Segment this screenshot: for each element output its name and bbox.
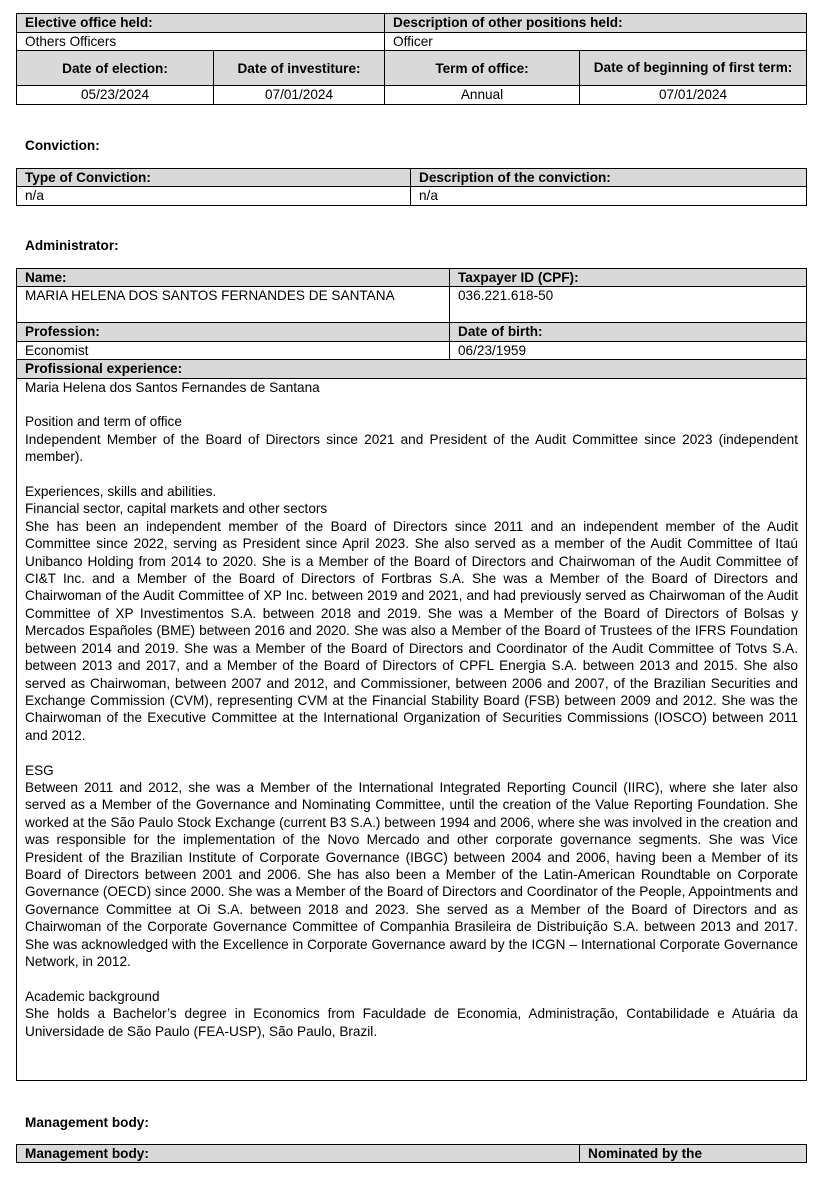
exp-name: Maria Helena dos Santos Fernandes de Santana — [25, 379, 320, 395]
term-of-office-label: Term of office: — [385, 51, 580, 86]
profession-label: Profession: — [17, 323, 450, 341]
first-term-date-value: 07/01/2024 — [580, 86, 807, 104]
experience-label: Profissional experience: — [17, 360, 807, 378]
elective-office-table — [16, 13, 807, 105]
experience-body — [17, 378, 807, 1080]
conviction-heading: Conviction: — [25, 138, 100, 153]
exp-skills-subtitle: Financial sector, capital markets and other sectors — [25, 501, 328, 517]
name-label: Name: — [17, 269, 450, 287]
name-value: MARIA HELENA DOS SANTOS FERNANDES DE SANTANA — [17, 287, 450, 323]
exp-esg-title: ESG — [25, 762, 54, 778]
election-date-label: Date of election: — [17, 51, 214, 86]
exp-position-text: Independent Member of the Board of Directors since 2021 and President of the Audit Committee since 2023 (independent member). — [25, 431, 798, 465]
management-table — [16, 1144, 807, 1163]
cpf-value: 036.221.618-50 — [450, 287, 807, 323]
investiture-date-value: 07/01/2024 — [214, 86, 385, 104]
administrator-heading: Administrator: — [25, 238, 119, 253]
dob-label: Date of birth: — [450, 323, 807, 341]
exp-skills-title: Experiences, skills and abilities. — [25, 484, 217, 500]
profession-value: Economist — [17, 341, 450, 359]
nominated-by-label: Nominated by the — [580, 1145, 807, 1163]
exp-academic-text: She holds a Bachelor’s degree in Economics from Faculdade de Economia, Administração, Contabilidade e Atuária da Universidade de São Paulo (FEA-USP), São Paulo, Brazil. — [25, 1006, 798, 1039]
elective-office-value: Others Officers — [17, 33, 385, 51]
other-positions-value: Officer — [385, 33, 807, 51]
exp-skills-text: She has been an independent member of the Board of Directors since 2011 and an independent member of the Audit Committee since 2022, serving as President since April 2023. She also served as a member of the Audit Committee of Itaú Unibanco Holding from 2014 to 2020. She is a Member of the Board of Directors and Chairwoman of the Audit Committee of CI&T Inc. and a Member of the Board of Directors of Fortbras S.A. She was a Member of the Board of Directors and Chairwoman of the Audit Committee of XP Inc. between 2019 and 2021, and had previously served as Chairwoman of the Audit Committee of XP Investimentos S.A. between 2018 and 2019. She was a Member of the Board of Directors of Bolsas y Mercados Españoles (BME) between 2016 and 2020. She was also a Member of the Board of Trustees of the IFRS Foundation between 2014 and 2019. She was a Member of the Board of Directors and Coordinator of the Audit Committee of Totvs S.A. between 2013 and 2017, and a Member of the Board of Directors of CPFL Energia S.A. between 2013 and 2015. She also served as Chairwoman, between 2007 and 2012, and Commissioner, between 2006 and 2007, of the Brazilian Securities and Exchange Commission (CVM), representing CVM at the Financial Stability Board (FSB) between 2009 and 2012. She was the Chairwoman of the Executive Committee at the International Organization of Securities Commissions (IOSCO) between 2011 and 2012. — [25, 518, 798, 743]
dob-value: 06/23/1959 — [450, 341, 807, 359]
conviction-desc-value: n/a — [411, 187, 807, 205]
conviction-type-value: n/a — [17, 187, 411, 205]
exp-esg-text: Between 2011 and 2012, she was a Member of the International Integrated Reporting Council (IIRC), where she later also served as a Member of the Governance and Nominating Committee, until the creation of the Value Reporting Foundation. She worked at the São Paulo Stock Exchange (current B3 S.A.) between 1994 and 2006, where she was involved in the creation and was responsible for the implementation of the Novo Mercado and other corporate governance segments. She was Vice President of the Brazilian Institute of Corporate Governance (IBGC) between 2004 and 2006, having been a Member of its Board of Directors between 2001 and 2006. She has also been a Member of the Latin-American Roundtable on Corporate Governance (OECD) since 2000. She was a Member of the Board of Directors and Coordinator of the People, Appointments and Governance Committee at Oi S.A. between 2018 and 2023. She served as a Member of the Board of Directors and as Chairwoman of the Corporate Governance Committee of Companhia Brasileira de Distribuição S.A. between 2013 and 2017. She was acknowledged with the Excellence in Corporate Governance award by the ICGN – International Corporate Governance Network, in 2012. — [25, 779, 798, 969]
term-of-office-value: Annual — [385, 86, 580, 104]
administrator-table — [16, 268, 807, 1081]
other-positions-label: Description of other positions held: — [385, 14, 807, 33]
exp-academic-title: Academic background — [25, 988, 160, 1004]
conviction-table — [16, 168, 807, 206]
elective-office-label: Elective office held: — [17, 14, 385, 33]
investiture-date-label: Date of investiture: — [214, 51, 385, 86]
first-term-date-label: Date of beginning of first term: — [580, 51, 807, 86]
conviction-desc-label: Description of the conviction: — [411, 169, 807, 187]
cpf-label: Taxpayer ID (CPF): — [450, 269, 807, 287]
management-body-label: Management body: — [17, 1145, 580, 1163]
conviction-type-label: Type of Conviction: — [17, 169, 411, 187]
management-heading: Management body: — [25, 1115, 149, 1130]
election-date-value: 05/23/2024 — [17, 86, 214, 104]
exp-position-title: Position and term of office — [25, 414, 182, 430]
